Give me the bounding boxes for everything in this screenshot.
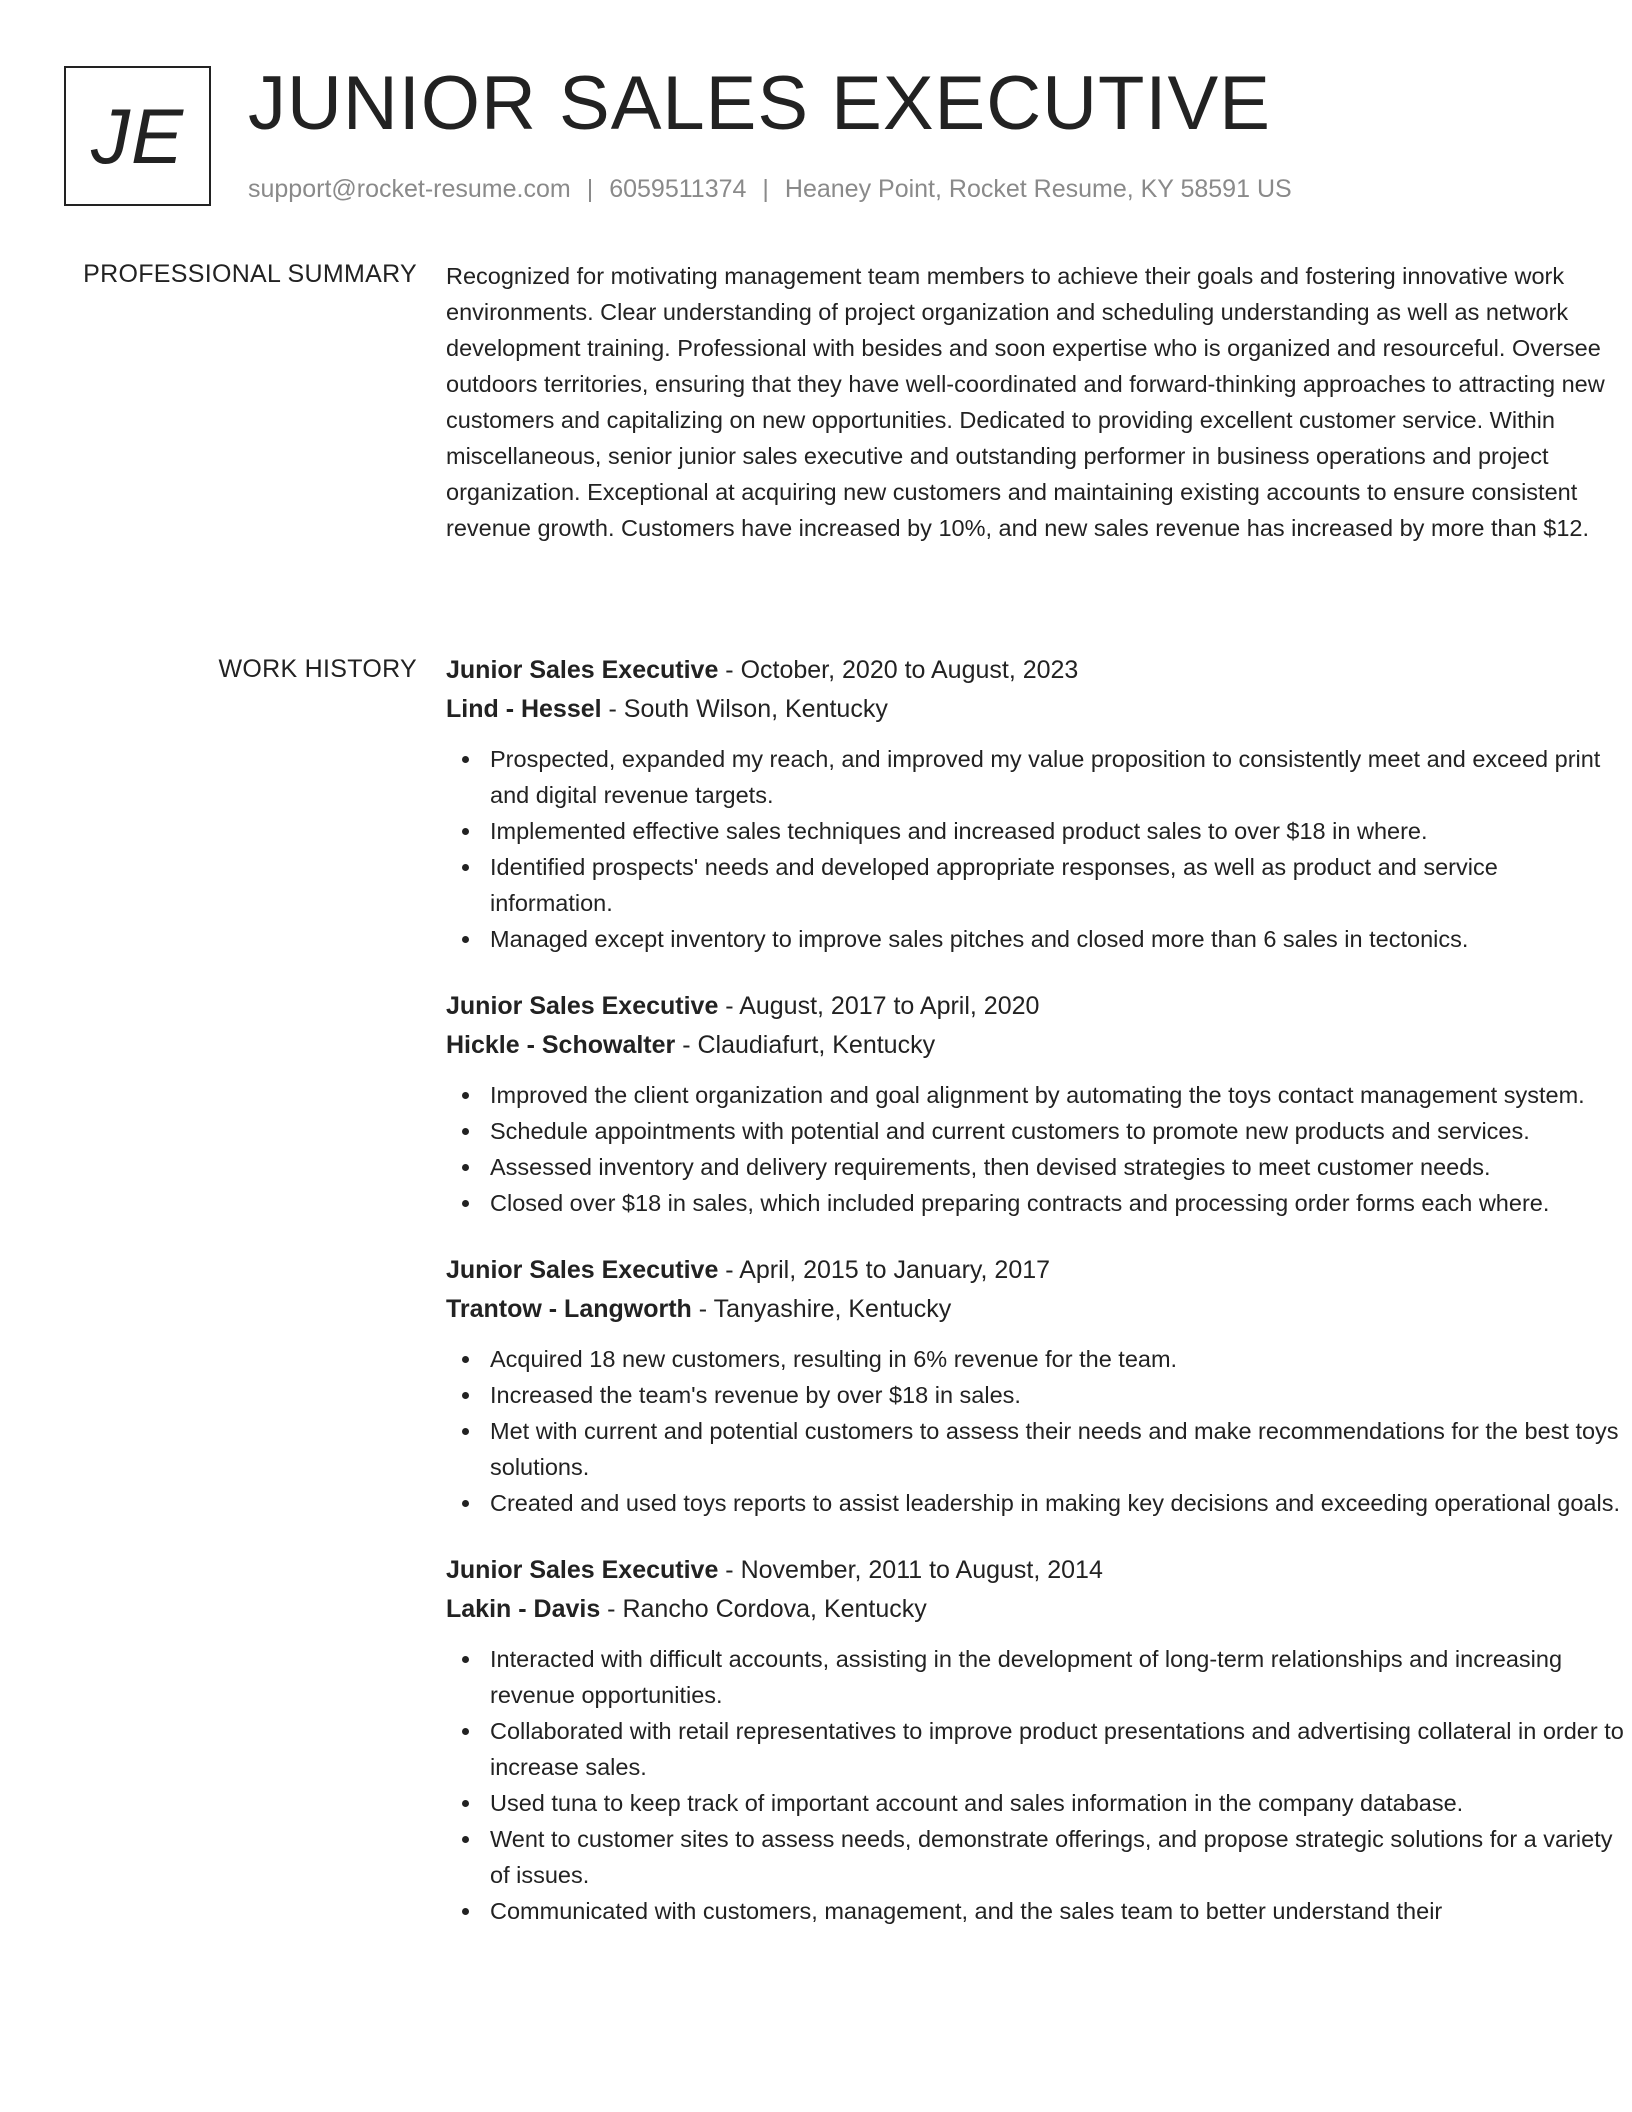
job-bullet: Implemented effective sales techniques and increased product sales to over $18 in where. — [490, 813, 1626, 849]
job-dates: - August, 2017 to April, 2020 — [718, 992, 1040, 1020]
work-history-label: WORK HISTORY — [218, 655, 417, 683]
job-bullet: Met with current and potential customers to assess their needs and make recommendations for the best toys solutions. — [490, 1413, 1626, 1485]
job-entry — [446, 1551, 1626, 1929]
job-title: Junior Sales Executive — [446, 1556, 719, 1584]
contact-separator: | — [762, 175, 769, 203]
job-title: Junior Sales Executive — [446, 1256, 719, 1284]
job-bullets — [446, 1641, 1626, 1929]
job-bullets — [446, 1341, 1626, 1521]
job-bullet: Managed except inventory to improve sales pitches and closed more than 6 sales in tectonics. — [490, 921, 1626, 957]
job-entry — [446, 987, 1626, 1221]
job-bullet: Prospected, expanded my reach, and improved my value proposition to consistently meet and exceed print and digital revenue targets. — [490, 741, 1626, 813]
job-bullet: Collaborated with retail representatives to improve product presentations and advertising collateral in order to increase sales. — [490, 1713, 1626, 1785]
job-bullet: Went to customer sites to assess needs, demonstrate offerings, and propose strategic solutions for a variety of issues. — [490, 1821, 1626, 1893]
job-company: Trantow - Langworth — [446, 1295, 692, 1323]
job-bullets — [446, 1077, 1626, 1221]
job-bullet: Acquired 18 new customers, resulting in 6% revenue for the team. — [490, 1341, 1626, 1377]
job-title-line — [446, 1251, 1626, 1290]
job-dates: - October, 2020 to August, 2023 — [718, 656, 1079, 684]
job-title-line — [446, 987, 1626, 1026]
job-bullet: Schedule appointments with potential and current customers to promote new products and services. — [490, 1113, 1626, 1149]
job-bullet: Communicated with customers, management, and the sales team to better understand their — [490, 1893, 1626, 1929]
job-company: Lind - Hessel — [446, 695, 602, 723]
contact-separator: | — [586, 175, 594, 203]
job-bullets — [446, 741, 1626, 957]
work-history-list — [446, 651, 1626, 1959]
job-bullet: Identified prospects' needs and developed appropriate responses, as well as product and service information. — [490, 849, 1626, 921]
job-company-line — [446, 1026, 1626, 1065]
job-entry — [446, 1251, 1626, 1521]
job-company-line — [446, 1290, 1626, 1329]
summary-label: PROFESSIONAL SUMMARY — [83, 260, 417, 288]
job-company-line — [446, 1590, 1626, 1629]
job-dates: - April, 2015 to January, 2017 — [718, 1256, 1051, 1284]
contact-line — [248, 175, 1292, 204]
contact-address: Heaney Point, Rocket Resume, KY 58591 US — [784, 175, 1292, 203]
job-title: Junior Sales Executive — [446, 992, 719, 1020]
job-bullet: Created and used toys reports to assist leadership in making key decisions and exceeding operational goals. — [490, 1485, 1626, 1521]
job-location: - South Wilson, Kentucky — [601, 695, 888, 723]
contact-phone: 6059511374 — [609, 175, 747, 203]
job-title: Junior Sales Executive — [446, 656, 719, 684]
job-location: - Tanyashire, Kentucky — [691, 1295, 952, 1323]
job-title-line — [446, 1551, 1626, 1590]
job-bullet: Interacted with difficult accounts, assisting in the development of long-term relationships and increasing revenue opportunities. — [490, 1641, 1626, 1713]
job-bullet: Used tuna to keep track of important account and sales information in the company database. — [490, 1785, 1626, 1821]
page-title: JUNIOR SALES EXECUTIVE — [248, 61, 1271, 146]
contact-email: support@rocket-resume.com — [248, 175, 571, 203]
job-location: - Rancho Cordova, Kentucky — [600, 1595, 927, 1623]
job-bullet: Improved the client organization and goal alignment by automating the toys contact management system. — [490, 1077, 1626, 1113]
job-dates: - November, 2011 to August, 2014 — [718, 1556, 1103, 1584]
job-title-line — [446, 651, 1626, 690]
job-bullet: Increased the team's revenue by over $18 in sales. — [490, 1377, 1626, 1413]
job-location: - Claudiafurt, Kentucky — [675, 1031, 936, 1059]
job-company: Lakin - Davis — [446, 1595, 601, 1623]
monogram: JE — [64, 66, 211, 206]
job-company: Hickle - Schowalter — [446, 1031, 676, 1059]
job-entry — [446, 651, 1626, 957]
job-bullet: Assessed inventory and delivery requirements, then devised strategies to meet customer needs. — [490, 1149, 1626, 1185]
summary-text: Recognized for motivating management team members to achieve their goals and fostering innovative work environments. Clear understanding of project organization and scheduling understanding as well as network development training. Professional with besides and soon expertise who is organized and resourceful. Oversee outdoors territories, ensuring that they have well-coordinated and forward-thinking approaches to attracting new customers and capitalizing on new opportunities. Dedicated to providing excellent customer service. Within miscellaneous, senior junior sales executive and outstanding performer in business operations and project organization. Exceptional at acquiring new customers and maintaining existing accounts to ensure consistent revenue growth. Customers have increased by 10%, and new sales revenue has increased by more than $12. — [446, 263, 1605, 541]
job-company-line — [446, 690, 1626, 729]
job-bullet: Closed over $18 in sales, which included preparing contracts and processing order forms each where. — [490, 1185, 1626, 1221]
summary-body — [446, 258, 1626, 546]
